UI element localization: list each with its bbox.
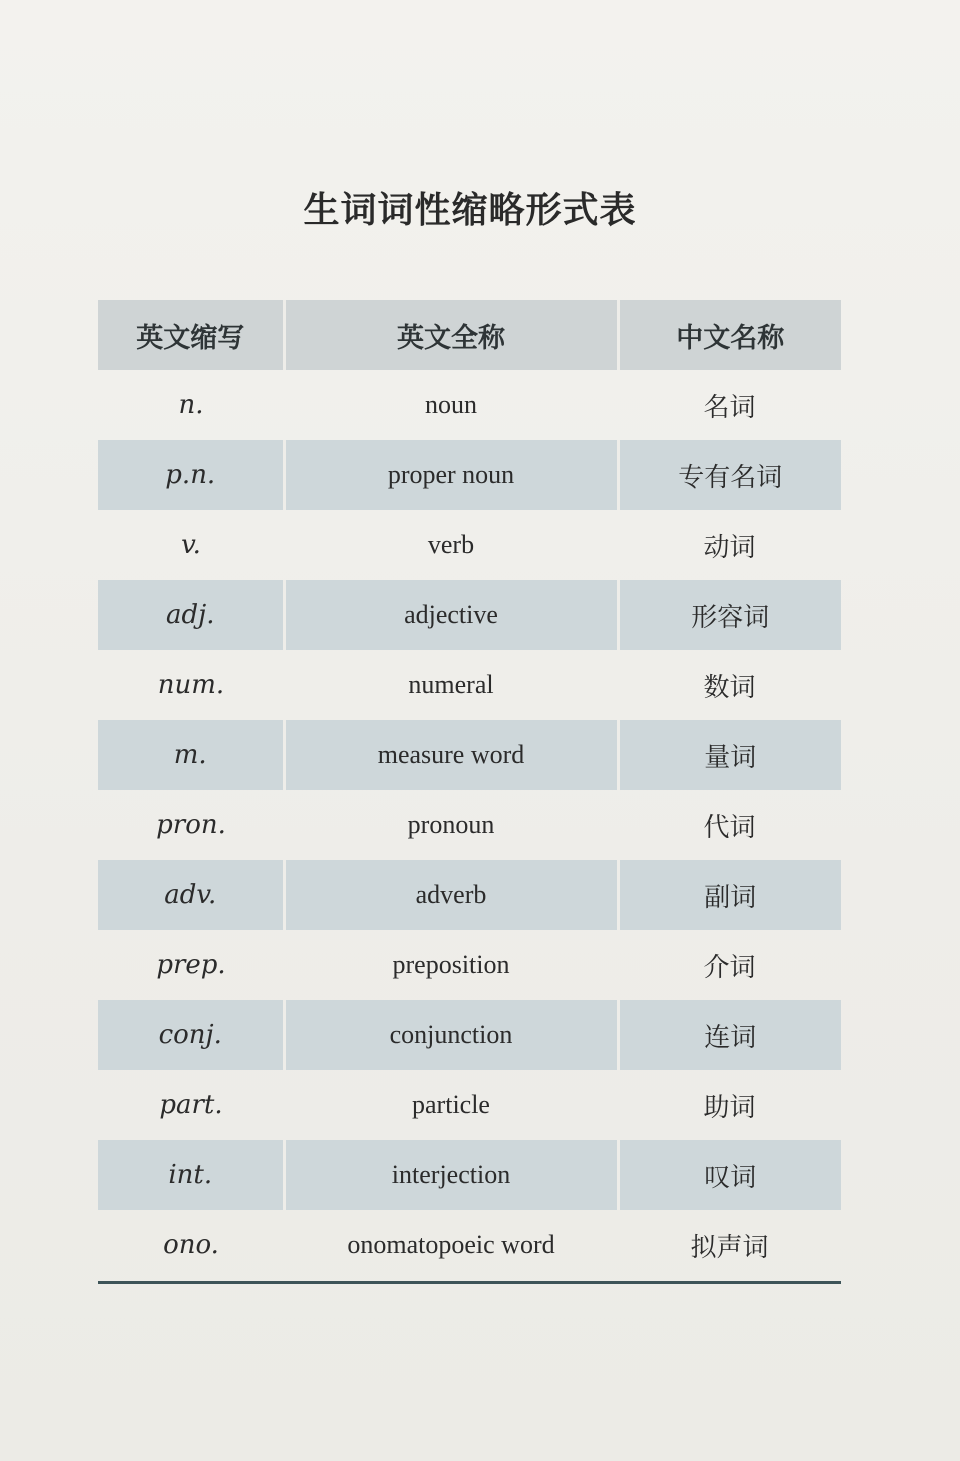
full-name-cell: measure word [284, 720, 618, 790]
table-row [98, 930, 841, 1000]
abbreviation-cell: int. [98, 1140, 284, 1210]
chinese-name-cell: 叹词 [618, 1140, 841, 1210]
chinese-name-cell: 名词 [703, 392, 756, 423]
full-name-cell: conjunction [284, 1000, 618, 1070]
abbreviation-cell: part. [159, 1090, 223, 1120]
table-row [98, 370, 841, 440]
table-bottom-rule [98, 1281, 841, 1284]
abbreviation-table [98, 300, 841, 1280]
full-name-cell: numeral [408, 670, 494, 699]
abbreviation-cell: n. [178, 390, 204, 420]
table-header-row [98, 300, 841, 370]
table-row [98, 580, 841, 650]
header-english-full-name: 英文全称 [284, 300, 618, 370]
table-row [98, 1070, 841, 1140]
full-name-cell: adverb [284, 860, 618, 930]
table-body [98, 370, 841, 1280]
full-name-cell: particle [412, 1090, 490, 1119]
table-row [98, 860, 841, 930]
full-name-cell: interjection [284, 1140, 618, 1210]
abbreviation-cell: p.n. [98, 440, 284, 510]
full-name-cell: onomatopoeic word [347, 1230, 555, 1259]
chinese-name-cell: 介词 [703, 952, 756, 983]
table-row [98, 440, 841, 510]
full-name-cell: proper noun [284, 440, 618, 510]
full-name-cell: verb [427, 530, 475, 559]
header-chinese-name: 中文名称 [618, 300, 841, 370]
chinese-name-cell: 助词 [703, 1092, 756, 1123]
page-title: 生词词性缩略形式表 [303, 189, 637, 231]
full-name-cell: noun [425, 390, 477, 419]
header-english-abbreviation: 英文缩写 [98, 300, 284, 370]
abbreviation-cell: prep. [156, 950, 226, 980]
abbreviation-cell: m. [98, 720, 284, 790]
table-row [98, 790, 841, 860]
abbreviation-cell: adj. [98, 580, 284, 650]
full-name-cell: preposition [392, 950, 510, 979]
abbreviation-cell: ono. [163, 1230, 219, 1260]
chinese-name-cell: 专有名词 [618, 440, 841, 510]
table-row [98, 1000, 841, 1070]
abbreviation-cell: num. [157, 670, 225, 700]
chinese-name-cell: 数词 [703, 672, 756, 703]
full-name-cell: pronoun [407, 810, 495, 839]
chinese-name-cell: 形容词 [618, 580, 841, 650]
abbreviation-cell: conj. [98, 1000, 284, 1070]
table-row [98, 650, 841, 720]
chinese-name-cell: 副词 [618, 860, 841, 930]
chinese-name-cell: 量词 [618, 720, 841, 790]
full-name-cell: adjective [284, 580, 618, 650]
abbreviation-cell: adv. [98, 860, 284, 930]
table-row [98, 1210, 841, 1280]
abbreviation-cell: v. [181, 530, 201, 560]
table-row [98, 720, 841, 790]
chinese-name-cell: 拟声词 [690, 1232, 769, 1263]
table-row [98, 510, 841, 580]
chinese-name-cell: 动词 [703, 532, 756, 563]
table-row [98, 1140, 841, 1210]
chinese-name-cell: 连词 [618, 1000, 841, 1070]
chinese-name-cell: 代词 [703, 812, 756, 843]
abbreviation-cell: pron. [156, 810, 226, 840]
